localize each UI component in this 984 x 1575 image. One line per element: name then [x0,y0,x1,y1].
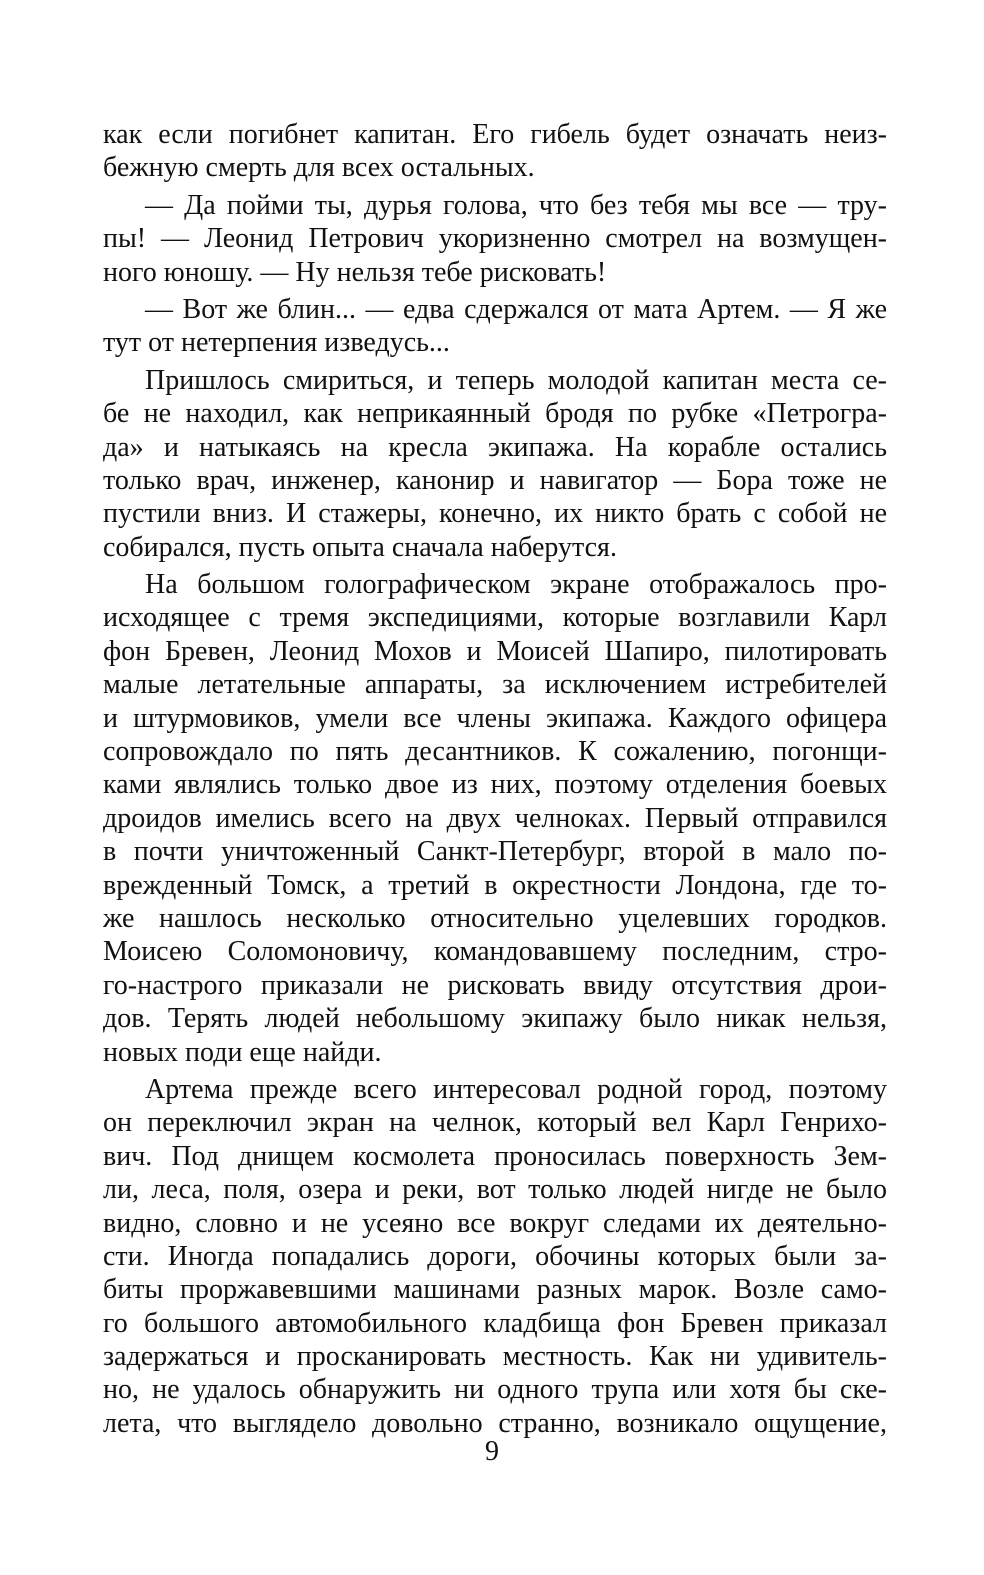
text-line: новых поди еще найди. [103,1036,382,1068]
text-line: пустили вниз. И стажеры, конечно, их никто брать с собой не [103,498,887,530]
text-line: в почти уничтоженный Санкт-Петербург, второй в мало по- [103,836,887,868]
text-line: — Вот же блин... — едва сдержался от мата Артем. — Я же [145,293,887,325]
text-line: Пришлось смириться, и теперь молодой капитан места се- [145,364,887,396]
text-line: тут от нетерпения изведусь... [103,327,450,359]
text-line: задержаться и просканировать местность. Как ни удивитель- [103,1341,887,1373]
text-line: исходящее с тремя экспедициями, которые возглавили Карл [103,602,887,634]
text-line: вич. Под днищем космолета проносилась поверхность Зем- [103,1140,887,1172]
text-line: фон Бревен, Леонид Мохов и Моисей Шапиро, пилотировать [103,635,887,667]
text-line: да» и натыкаясь на кресла экипажа. На корабле остались [103,431,887,463]
text-line: видно, словно и не усеяно все вокруг следами их деятельно- [103,1207,887,1239]
text-line: сти. Иногда попадались дороги, обочины которых были за- [103,1240,887,1272]
text-line: дов. Терять людей небольшому экипажу было никак нельзя, [103,1003,887,1035]
text-line: собирался, пусть опыта сначала наберутся. [103,531,617,563]
text-line: бежную смерть для всех остальных. [103,152,535,184]
text-line: ками являлись только двое из них, поэтому отделения боевых [103,769,887,801]
text-line: ли, леса, поля, озера и реки, вот только людей нигде не было [103,1174,887,1206]
text-line: го-настрого приказали не рисковать ввиду отсутствия дрои- [103,969,887,1001]
text-line: он переключил экран на челнок, который вел Карл Генрихо- [103,1107,887,1139]
text-line: дроидов имелись всего на двух челноках. Первый отправился [103,802,887,834]
text-line: только врач, инженер, канонир и навигатор — Бора тоже не [103,464,887,496]
text-line: лета, что выглядело довольно странно, возникало ощущение, [103,1407,887,1439]
text-line: пы! — Леонид Петрович укоризненно смотрел на возмущен- [103,223,887,255]
text-line: но, не удалось обнаружить ни одного трупа или хотя бы ске- [103,1374,887,1406]
text-line: малые летательные аппараты, за исключением истребителей [103,669,887,701]
text-line: На большом голографическом экране отображалось про- [145,569,887,601]
text-line: же нашлось несколько относительно уцелевших городков. [103,902,887,934]
text-line: — Да пойми ты, дурья голова, что без тебя мы все — тру- [145,189,887,221]
text-line: и штурмовиков, умели все члены экипажа. Каждого офицера [103,702,887,734]
text-line: бе не находил, как неприкаянный бродя по рубке «Петрогра- [103,398,887,430]
text-line: сопровождало по пять десантников. К сожалению, погонщи- [103,736,887,768]
text-line: ного юношу. — Ну нельзя тебе рисковать! [103,256,607,288]
page-number: 9 [485,1436,499,1467]
body-text [103,118,887,1440]
text-line: врежденный Томск, а третий в окрестности Лондона, где то- [103,869,887,901]
text-line: биты проржавевшими машинами разных марок. Возле само- [103,1274,887,1306]
text-line: го большого автомобильного кладбища фон Бревен приказал [103,1307,887,1339]
text-line: как если погибнет капитан. Его гибель будет означать неиз- [103,119,887,150]
text-line: Артема прежде всего интересовал родной город, поэтому [145,1073,887,1105]
text-line: Моисею Соломоновичу, командовавшему последним, стро- [103,936,887,968]
